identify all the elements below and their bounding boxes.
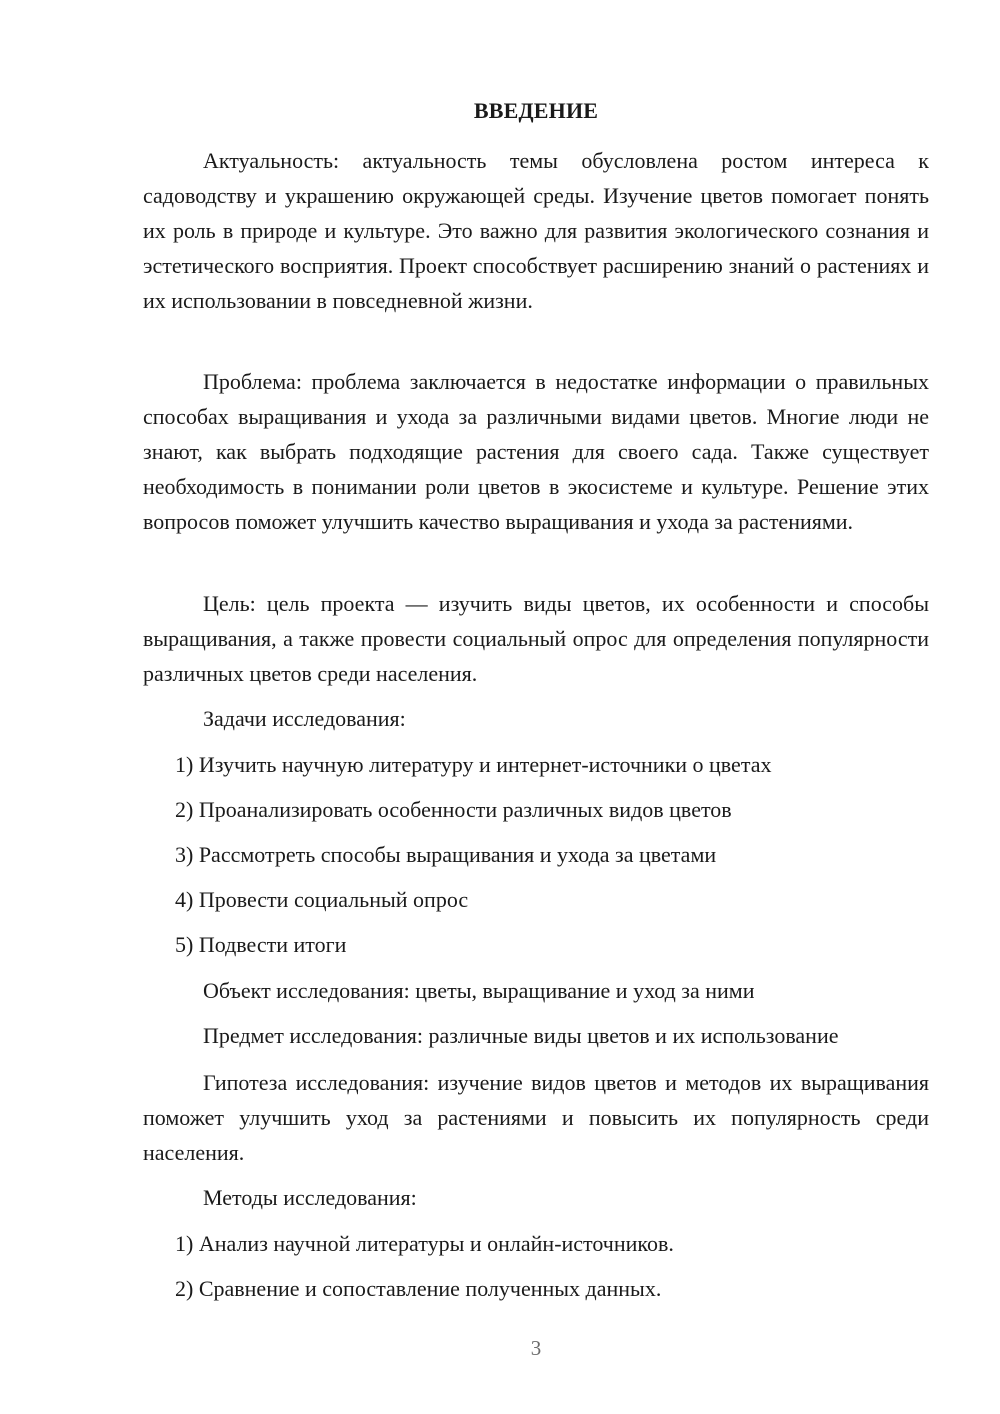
methods-heading: Методы исследования: (203, 1185, 417, 1210)
page-number: 3 (530, 1336, 542, 1360)
tasks-heading: Задачи исследования: (203, 706, 406, 731)
hypothesis-paragraph: Гипотеза исследования: изучение видов цветов и методов их выращивания поможет улучшить уход за растениями и повысить их популярность среди населения. (143, 1070, 929, 1165)
method-item: 2) Сравнение и сопоставление полученных данных. (175, 1276, 662, 1301)
relevance-paragraph: Актуальность: актуальность темы обусловлена ростом интереса к садоводству и украшению окружающей среды. Изучение цветов помогает понять их роль в природе и культуре. Это важно для развития экологического сознания и эстетического восприятия. Проект способствует расширению знаний о растениях и их использовании в повседневной жизни. (143, 148, 929, 313)
goal-paragraph: Цель: цель проекта — изучить виды цветов, их особенности и способы выращивания, а также провести социальный опрос для определения популярности различных цветов среди населения. (143, 591, 929, 686)
task-item: 3) Рассмотреть способы выращивания и ухода за цветами (175, 842, 717, 867)
task-item: 2) Проанализировать особенности различных видов цветов (175, 797, 732, 822)
subject-line: Предмет исследования: различные виды цветов и их использование (203, 1023, 839, 1048)
task-item: 5) Подвести итоги (175, 932, 347, 957)
method-item: 1) Анализ научной литературы и онлайн-источников. (175, 1231, 674, 1256)
problem-paragraph: Проблема: проблема заключается в недостатке информации о правильных способах выращивания и ухода за различными видами цветов. Многие люди не знают, как выбрать подходящие растения для своего сада. Также существует необходимость в понимании роли цветов в экосистеме и культуре. Решение этих вопросов поможет улучшить качество выращивания и ухода за растениями. (143, 369, 929, 534)
task-item: 4) Провести социальный опрос (175, 887, 469, 912)
task-item: 1) Изучить научную литературу и интернет-источники о цветах (175, 752, 772, 777)
page-title: ВВЕДЕНИЕ (473, 98, 599, 123)
object-line: Объект исследования: цветы, выращивание и уход за ними (203, 978, 755, 1003)
